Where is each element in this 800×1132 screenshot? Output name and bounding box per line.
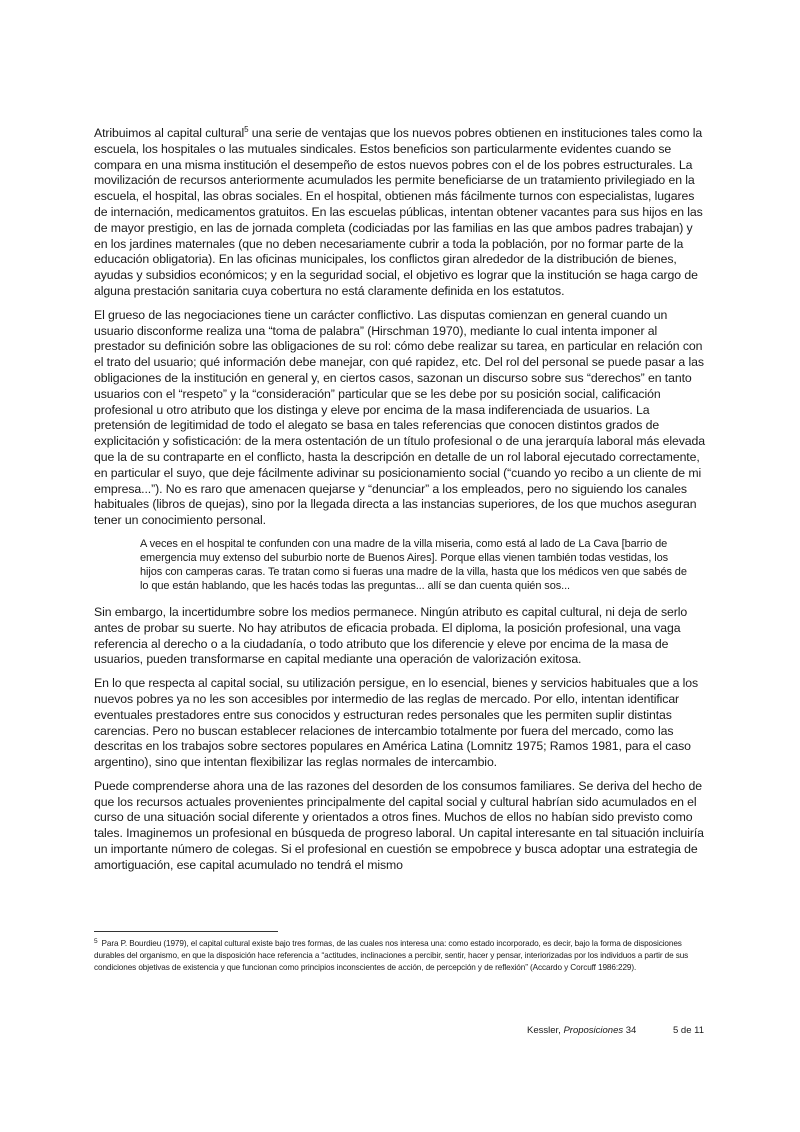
paragraph-2: El grueso de las negociaciones tiene un carácter conflictivo. Las disputas comienzan en general cuando un usuario disconforme realiza una “toma de palabra” (Hirschman 1970), mediante lo cual intenta imponer al prestador su definición sobre las obligaciones de su rol: cómo debe realizar su tarea, en particular en relación con el trato del usuario; qué información debe manejar, con qué rapidez, etc. Del rol del personal se puede pasar a las obligaciones de la institución en general y, en ciertos casos, sazonan un discurso sobre sus “derechos” en tanto usuarios con el “respeto” y la “consideración” particular que se les debe por su posición social, calificación profesional u otro atributo que los distinga y eleve por encima de la masa indiferenciada de usuarios. La pretensión de legitimidad de todo el alegato se basa en tales referencias que conocen distintos grados de explicitación y sofisticación: de la mera ostentación de un título profesional o de una jerarquía laboral más elevada que la de su contraparte en el conflicto, hasta la descripción en detalle de un rol laboral ejecutado correctamente, en particular el suyo, que deje fácilmente adivinar su posicionamiento social (“cuando yo recibo a un cliente de mi empresa...”). No es raro que amenacen quejarse y “denunciar” a los empleados, pero no siguiendo los canales habituales (libros de quejas), sino por la llegada directa a las instancias superiores, de los que muchos aseguran tener un conocimiento personal. [94, 307, 706, 528]
footnote-number: 5 [94, 938, 98, 945]
footnote-text: Para P. Bourdieu (1979), el capital cultural existe bajo tres formas, de las cuales nos interesa una: como estado incorporado, es decir, bajo la forma de disposiciones durables del organismo, en que la disposición hace referencia a “actitudes, inclinaciones a percibir, sentir, hacer y pensar, interiorizadas por los individuos a partir de sus condiciones objetivas de existencia y que funcionan como principios inconscientes de acción, de percepción y de reflexión” (Accardo y Corcuff 1986:229). [94, 939, 689, 972]
block-quote: A veces en el hospital te confunden con una madre de la villa miseria, como está al lado de La Cava [barrio de emergencia muy extenso del suburbio norte de Buenos Aires]. Porque ellas vienen también todas vestidas, los hijos con camperas caras. Te tratan como si fueras una madre de la villa, hasta que los médicos ven que sabés de lo que están hablando, que les hacés todas las preguntas... allí se dan cuenta quién sos... [140, 537, 687, 592]
footnote-reference[interactable]: 5 [244, 125, 249, 134]
paragraph-1-start: Atribuimos al capital cultural [94, 126, 245, 140]
footnote-divider [94, 931, 278, 932]
page-number: 5 de 11 [673, 1025, 704, 1036]
footnote [94, 936, 708, 974]
footer-citation [527, 1025, 636, 1036]
paragraph-1 [94, 126, 708, 300]
footer-journal: Proposiciones [563, 1025, 624, 1036]
footer-issue: 34 [625, 1025, 637, 1036]
body-text [94, 126, 708, 882]
footer-author: Kessler, [527, 1025, 561, 1036]
paragraph-5: Puede comprenderse ahora una de las razones del desorden de los consumos familiares. Se deriva del hecho de que los recursos actuales provenientes principalmente del capital social y cultural habrían sido acumulados en el curso de una situación social diferente y orientados a otros fines. Muchos de ellos no habían sido previsto como tales. Imaginemos un profesional en búsqueda de progreso laboral. Un capital interesante en tal situación incluiría un importante número de colegas. Si el profesional en cuestión se empobrece y busca adoptar una estrategia de amortiguación, ese capital acumulado no tendrá el mismo [94, 778, 704, 872]
paragraph-1-rest: una serie de ventajas que los nuevos pobres obtienen en instituciones tales como la escuela, los hospitales o las mutuales sindicales. Estos beneficios son particularmente evidentes cuando se compara en una misma institución el desempeño de estos nuevos pobres con el de los pobres estructurales. La movilización de recursos anteriormente acumulados les permite beneficiarse de un tratamiento privilegiado en la escuela, el hospital, las obras sociales. En el hospital, obtienen más fácilmente turnos con especialistas, lugares de internación, medicamentos gratuitos. En las escuelas públicas, intentan obtener vacantes para sus hijos en las de mayor prestigio, en las de jornada completa (codiciadas por las familias en las que ambos padres trabajan) y en los jardines maternales (que no deben necesariamente cubrir a toda la población, por no formar parte de la educación obligatoria). En las oficinas municipales, los conflictos giran alrededor de la distribución de bienes, ayudas y subsidios económicos; y en la seguridad social, el objetivo es lograr que la institución se haga cargo de alguna prestación sanitaria cuya cobertura no está claramente definida en los estatutos. [94, 126, 703, 298]
paragraph-4: En lo que respecta al capital social, su utilización persigue, en lo esencial, bienes y servicios habituales que a los nuevos pobres ya no les son accesibles por intermedio de las reglas de mercado. Por ello, intentan identificar eventuales prestadores entre sus conocidos y estructuran redes personales que les permiten suplir distintas carencias. Pero no buscan establecer relaciones de intercambio totalmente por fuera del mercado, como las descritas en los trabajos sobre sectores populares en América Latina (Lomnitz 1975; Ramos 1981, para el caso argentino), sino que intentan flexibilizar las reglas normales de intercambio. [94, 676, 699, 770]
paragraph-3: Sin embargo, la incertidumbre sobre los medios permanece. Ningún atributo es capital cultural, ni deja de serlo antes de probar su suerte. No hay atributos de eficacia probada. El diploma, la posición profesional, una vaga referencia al derecho o a la ciudadanía, o todo atributo que los diferencie y eleve por encima de la masa de usuarios, pueden transformarse en capital mediante una operación de valorización exitosa. [94, 604, 688, 667]
